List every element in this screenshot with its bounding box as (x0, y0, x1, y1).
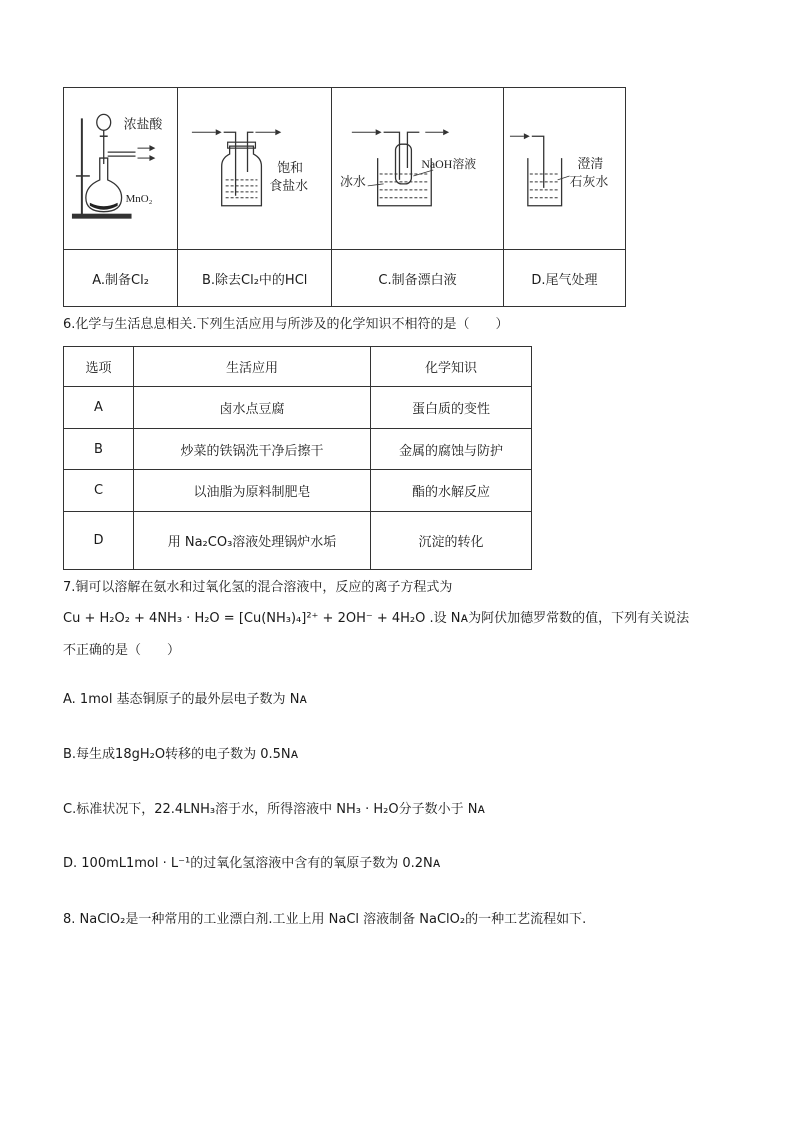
row-d-option: D (64, 512, 134, 570)
question-7-option-c: C.标准状况下，22.4LNH₃溶于水，所得溶液中 NH₃ · H₂O分子数小于 Nᴀ (63, 802, 486, 817)
row-c-application: 以油脂为原料制肥皂 (134, 470, 371, 512)
table-row (64, 387, 532, 429)
header-application: 生活应用 (134, 347, 371, 387)
row-b-application: 炒菜的铁锅洗干净后擦干 (134, 429, 371, 470)
label-ice-water: 冰水 (340, 174, 366, 190)
question-6-stem: 6.化学与生活息息相关.下列生活应用与所涉及的化学知识不相符的是（ ） (63, 317, 509, 332)
question-7-equation: Cu + H₂O₂ + 4NH₃ · H₂O = [Cu(NH₃)₄]²⁺ + 2OH⁻ + 4H₂O .设 Nᴀ为阿伏加德罗常数的值，下列有关说法 (63, 611, 690, 626)
question-7-option-b: B.每生成18gH₂O转移的电子数为 0.5Nᴀ (63, 747, 299, 762)
caption-a: A.制备Cl₂ (64, 250, 178, 307)
label-clear: 澄清 (577, 157, 604, 173)
label-naoh: NaOH溶液 (421, 157, 477, 172)
label-limewater: 石灰水 (569, 174, 609, 190)
row-b-knowledge: 金属的腐蚀与防护 (371, 429, 532, 470)
caption-c: C.制备漂白液 (332, 250, 504, 307)
question-7-option-a: A. 1mol 基态铜原子的最外层电子数为 Nᴀ (63, 692, 308, 707)
question-7-stem: 7.铜可以溶解在氨水和过氧化氢的混合溶液中，反应的离子方程式为 (63, 580, 453, 595)
question-7-option-d: D. 100mL1mol · L⁻¹的过氧化氢溶液中含有的氧原子数为 0.2Nᴀ (63, 856, 441, 871)
apparatus-c-diagram (332, 88, 503, 249)
apparatus-d-diagram (504, 88, 625, 249)
row-d-application: 用 Na₂CO₃溶液处理锅炉水垢 (134, 512, 371, 570)
label-mno2: MnO₂ (125, 192, 153, 205)
table-row (64, 429, 532, 470)
row-a-application: 卤水点豆腐 (134, 387, 371, 429)
question-8-stem: 8. NaClO₂是一种常用的工业漂白剂.工业上用 NaCl 溶液制备 NaClO₂的一种工艺流程如下. (63, 912, 587, 927)
table-row (64, 470, 532, 512)
question-7-stem-end: 不正确的是（ ） (63, 643, 181, 658)
header-option: 选项 (64, 347, 134, 387)
table-row (64, 512, 532, 570)
row-c-knowledge: 酯的水解反应 (371, 470, 532, 512)
apparatus-table (63, 87, 626, 307)
question-6-table (63, 346, 532, 570)
row-a-option: A (64, 387, 134, 429)
label-saturated: 饱和 (277, 160, 304, 176)
apparatus-c-cell (332, 88, 504, 250)
apparatus-d-cell (503, 88, 625, 250)
apparatus-b-diagram (178, 88, 331, 249)
caption-d: D.尾气处理 (503, 250, 625, 307)
label-brine: 食盐水 (269, 178, 309, 194)
apparatus-a-diagram (64, 88, 177, 249)
row-d-knowledge: 沉淀的转化 (371, 512, 532, 570)
row-c-option: C (64, 470, 134, 512)
caption-b: B.除去Cl₂中的HCl (178, 250, 332, 307)
apparatus-a-cell (64, 88, 178, 250)
row-a-knowledge: 蛋白质的变性 (371, 387, 532, 429)
apparatus-b-cell (178, 88, 332, 250)
header-knowledge: 化学知识 (371, 347, 532, 387)
label-conc-hcl: 浓盐酸 (123, 117, 163, 133)
row-b-option: B (64, 429, 134, 470)
